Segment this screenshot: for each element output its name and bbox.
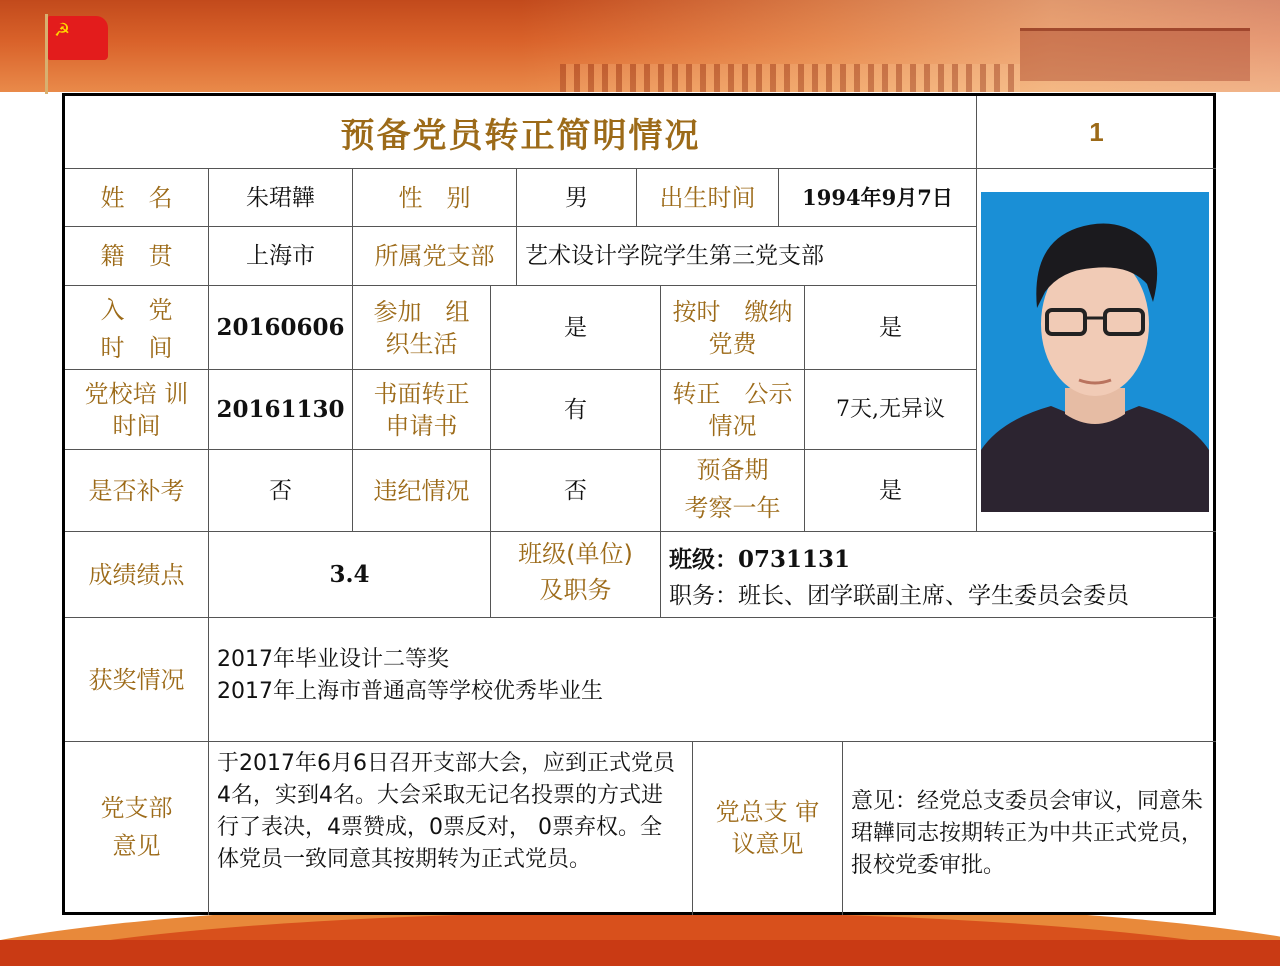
value-fee: 是 xyxy=(805,286,977,370)
label-org-line2: 织生活 xyxy=(385,330,458,358)
value-join-date: 20160606 xyxy=(209,286,353,370)
award-item-2: 2017年上海市普通高等学校优秀毕业生 xyxy=(217,679,603,704)
label-class-line1: 班级(单位) xyxy=(518,540,633,568)
value-makeup: 否 xyxy=(209,450,353,532)
label-school-line1: 党校培 训 xyxy=(84,380,189,408)
label-class xyxy=(491,532,661,618)
table-title: 预备党员转正简明情况 xyxy=(65,96,977,169)
value-awards xyxy=(209,618,1216,742)
value-gpa: 3.4 xyxy=(209,532,491,618)
label-probation-line1: 预备期 xyxy=(696,456,769,484)
value-school-date: 20161130 xyxy=(209,370,353,450)
label-name: 姓 名 xyxy=(65,169,209,227)
value-publicity: 7天,无异议 xyxy=(805,370,977,450)
label-branch: 所属党支部 xyxy=(353,227,517,286)
label-pub-line2: 情况 xyxy=(708,412,757,440)
label-join-line1: 入 党 xyxy=(100,296,173,324)
label-birth: 出生时间 xyxy=(637,169,779,227)
label-branch-op-line2: 意见 xyxy=(112,832,161,860)
value-discipline: 否 xyxy=(491,450,661,532)
label-general-line2: 议意见 xyxy=(731,830,804,858)
label-pub-line1: 转正 公示 xyxy=(672,380,793,408)
label-class-line2: 及职务 xyxy=(539,576,612,604)
portrait-photo xyxy=(981,192,1209,512)
label-gender: 性 别 xyxy=(353,169,517,227)
hammer-sickle-icon: ☭ xyxy=(54,20,71,41)
label-probation-line2: 考察一年 xyxy=(684,494,781,522)
label-fee xyxy=(661,286,805,370)
label-join-line2: 时 间 xyxy=(100,334,173,362)
label-school xyxy=(65,370,209,450)
value-branch: 艺术设计学院学生第三党支部 xyxy=(517,227,977,286)
header-banner xyxy=(0,0,1280,92)
value-probation: 是 xyxy=(805,450,977,532)
banner-colonnade xyxy=(560,64,1020,92)
value-duty-line: 职务：班长、团学联副主席、学生委员会委员 xyxy=(669,583,1129,609)
label-join-date xyxy=(65,286,209,370)
label-school-line2: 时间 xyxy=(112,412,161,440)
label-app-line2: 申请书 xyxy=(385,412,458,440)
label-probation xyxy=(661,450,805,532)
value-class-duty xyxy=(661,532,1216,618)
label-application xyxy=(353,370,491,450)
value-general-opinion: 意见：经党总支委员会审议，同意朱珺韡同志按期转正为中共正式党员，报校党委审批。 xyxy=(851,789,1204,878)
value-name: 朱珺韡 xyxy=(209,169,353,227)
award-item-1: 2017年毕业设计二等奖 xyxy=(217,647,449,672)
label-general-line1: 党总支 审 xyxy=(715,798,820,826)
label-org-line1: 参加 组 xyxy=(373,298,470,326)
label-fee-line2: 党费 xyxy=(708,330,757,358)
label-branch-op-line1: 党支部 xyxy=(100,794,173,822)
value-org-life: 是 xyxy=(491,286,661,370)
label-branch-opinion xyxy=(65,742,209,915)
value-gender: 男 xyxy=(517,169,637,227)
portrait-illustration xyxy=(981,192,1209,512)
label-app-line1: 书面转正 xyxy=(373,380,470,408)
party-flag-icon xyxy=(48,16,108,60)
label-discipline: 违纪情况 xyxy=(353,450,491,532)
value-native: 上海市 xyxy=(209,227,353,286)
footer-wave-dark xyxy=(0,940,1280,966)
label-gpa: 成绩绩点 xyxy=(65,532,209,618)
label-org-life xyxy=(353,286,491,370)
value-birth: 1994年9月7日 xyxy=(779,169,977,227)
label-publicity xyxy=(661,370,805,450)
label-makeup: 是否补考 xyxy=(65,450,209,532)
value-branch-opinion: 于2017年6月6日召开支部大会，应到正式党员4名，实到4名。大会采取无记名投票的方式进行了表决，4票赞成，0票反对， 0票弃权。全体党员一致同意其按期转为正式党员。 xyxy=(209,742,693,915)
value-class-line: 班级：0731131 xyxy=(669,546,851,573)
banner-building xyxy=(1020,28,1250,81)
label-native: 籍 贯 xyxy=(65,227,209,286)
info-table xyxy=(62,93,1216,915)
page-number: 1 xyxy=(977,96,1216,169)
label-general-opinion xyxy=(693,742,843,915)
value-application: 有 xyxy=(491,370,661,450)
label-awards: 获奖情况 xyxy=(65,618,209,742)
label-fee-line1: 按时 缴纳 xyxy=(672,298,793,326)
